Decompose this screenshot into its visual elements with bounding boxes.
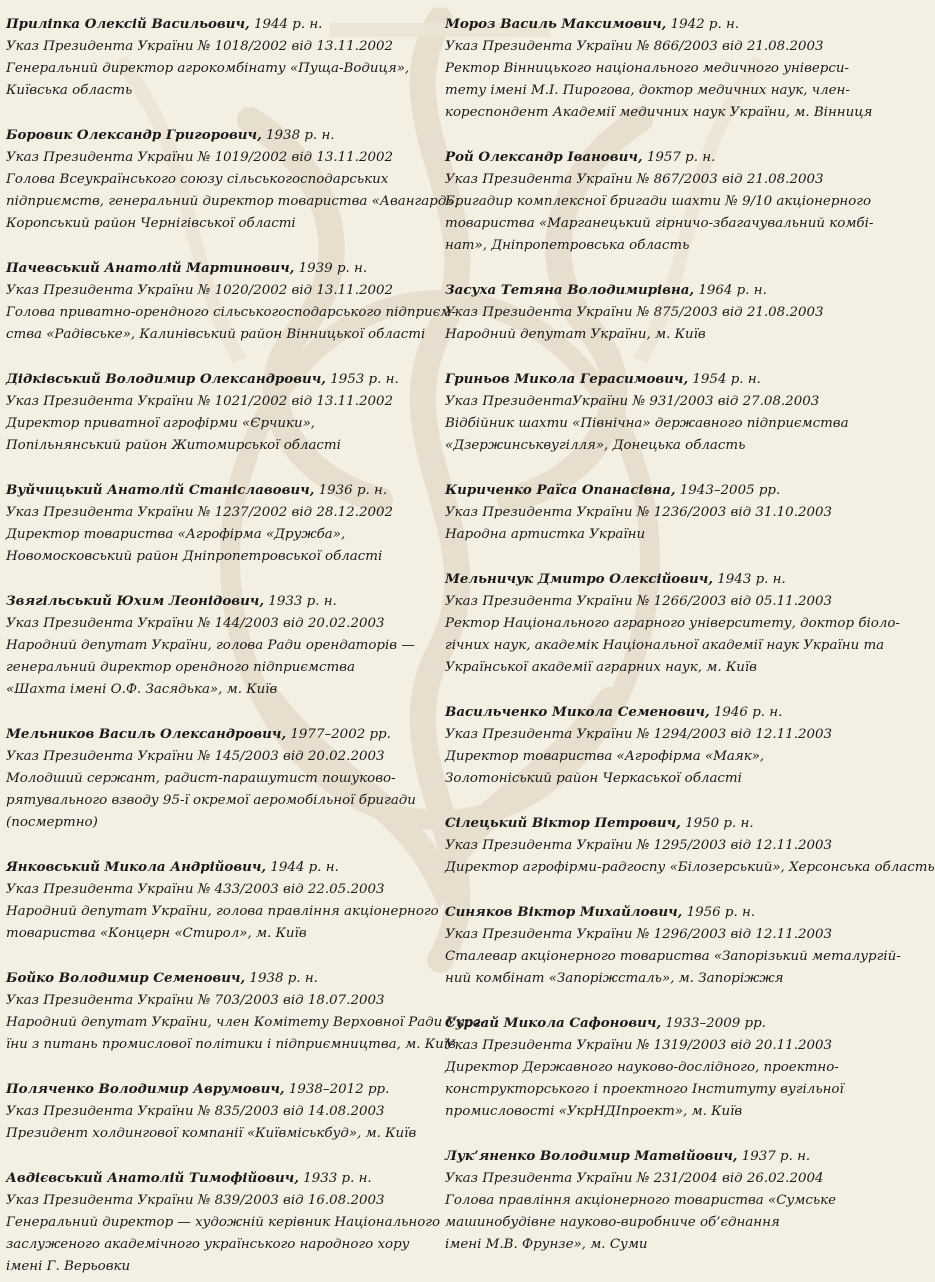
entry-heading bbox=[445, 812, 877, 835]
entry-description-line: Президент холдингової компанії «Київміськбуд», м. Київ bbox=[6, 1126, 417, 1141]
entry-description-line: Директор товариства «Агрофірма «Маяк», bbox=[445, 749, 765, 764]
entry-description-line: генеральний директор орендного підприємства bbox=[6, 660, 355, 675]
person-years: 1977–2002 рр. bbox=[286, 727, 391, 742]
entry-heading bbox=[445, 13, 877, 36]
person-name: Дідківський Володимир Олександрович, bbox=[6, 371, 326, 387]
award-entry bbox=[445, 901, 901, 990]
award-entry bbox=[6, 479, 426, 568]
entry-heading bbox=[445, 479, 877, 502]
entry-description-line: їни з питань промислової політики і підприємництва, м. Київ bbox=[6, 1037, 456, 1052]
entry-description-line: конструкторського і проектного Інституту вугільної bbox=[445, 1082, 844, 1097]
person-years: 1942 р. н. bbox=[666, 17, 740, 32]
entry-description-line: нат», Дніпропетровська область bbox=[445, 238, 690, 253]
award-entry bbox=[445, 1145, 877, 1256]
entry-description-line: Директор агрофірми-радгоспу «Білозерський», Херсонська область bbox=[445, 860, 935, 875]
entry-heading bbox=[6, 257, 426, 280]
entry-heading bbox=[6, 479, 426, 502]
entry-description-line: ний комбінат «Запоріжсталь», м. Запоріжжя bbox=[445, 971, 784, 986]
decree-reference: Указ ПрезидентаУкраїни № 931/2003 від 27.08.2003 bbox=[445, 394, 820, 409]
entry-heading bbox=[6, 1167, 426, 1190]
person-name: Звягільський Юхим Леонідович, bbox=[6, 593, 265, 609]
entry-description-line: заслуженого академічного українського народного хору bbox=[6, 1237, 410, 1252]
entry-description-line: промисловості «УкрНДІпроект», м. Київ bbox=[445, 1104, 743, 1119]
entry-heading bbox=[445, 568, 877, 591]
award-entry bbox=[6, 1078, 426, 1145]
entry-description-line: Генеральний директор — художній керівник Національного bbox=[6, 1215, 441, 1230]
person-name: Лук’яненко Володимир Матвійович, bbox=[445, 1148, 738, 1164]
person-name: Бойко Володимир Семенович, bbox=[6, 970, 246, 986]
entry-heading bbox=[6, 1078, 426, 1101]
person-name: Янковський Микола Андрійович, bbox=[6, 859, 267, 875]
entry-description-line: кореспондент Академії медичних наук України, м. Вінниця bbox=[445, 105, 873, 120]
award-entry bbox=[445, 13, 877, 124]
person-years: 1943–2005 рр. bbox=[675, 483, 781, 498]
decree-reference: Указ Президента України № 1294/2003 від 12.11.2003 bbox=[445, 727, 833, 742]
entry-description-line: Сталевар акціонерного товариства «Запорізький металургій- bbox=[445, 949, 901, 964]
award-entry bbox=[6, 590, 426, 701]
decree-reference: Указ Президента України № 1019/2002 від 13.11.2002 bbox=[6, 150, 394, 165]
person-years: 1933 р. н. bbox=[264, 594, 337, 609]
entry-description-line: Народна артистка України bbox=[445, 527, 646, 542]
entry-heading bbox=[445, 901, 877, 924]
entry-description-line: Київська область bbox=[6, 83, 133, 98]
decree-reference: Указ Президента України № 144/2003 від 20.02.2003 bbox=[6, 616, 385, 631]
person-years: 1933 р. н. bbox=[298, 1171, 372, 1186]
decree-reference: Указ Президента України № 875/2003 від 21.08.2003 bbox=[445, 305, 824, 320]
entry-description-line: Директор приватної агрофірми «Єрчики», bbox=[6, 416, 316, 431]
award-entry bbox=[445, 146, 877, 257]
award-entry bbox=[6, 13, 426, 102]
person-name: Мельничук Дмитро Олексійович, bbox=[445, 571, 713, 587]
entry-description-line: підприємств, генеральний директор товариства «Авангард», bbox=[6, 194, 459, 209]
entry-description-line: імені М.В. Фрунзе», м. Суми bbox=[445, 1237, 648, 1252]
award-entry bbox=[6, 723, 426, 834]
person-years: 1938 р. н. bbox=[261, 128, 335, 143]
person-years: 1944 р. н. bbox=[249, 17, 323, 32]
award-entry bbox=[445, 279, 877, 346]
entry-description-line: Народний депутат України, голова правління акціонерного bbox=[6, 904, 439, 919]
entry-description-line: «Дзержинськвугілля», Донецька область bbox=[445, 438, 746, 453]
entry-heading bbox=[6, 590, 426, 613]
person-years: 1950 р. н. bbox=[680, 816, 754, 831]
entry-description-line: імені Г. Верьовки bbox=[6, 1259, 131, 1274]
entry-heading bbox=[445, 368, 877, 391]
decree-reference: Указ Президента України № 1266/2003 від 05.11.2003 bbox=[445, 594, 833, 609]
left-column bbox=[6, 13, 486, 1278]
entry-heading bbox=[6, 967, 426, 990]
person-years: 1946 р. н. bbox=[709, 705, 783, 720]
person-years: 1944 р. н. bbox=[266, 860, 339, 875]
award-entry bbox=[6, 368, 426, 457]
person-name: Боровик Олександр Григорович, bbox=[6, 127, 262, 143]
entry-description-line: рятувального взводу 95-ї окремої аеромобільної бригади bbox=[6, 793, 416, 808]
entry-heading bbox=[445, 146, 877, 169]
entry-description-line: Відбійник шахти «Північна» державного підприємства bbox=[445, 416, 849, 431]
person-years: 1943 р. н. bbox=[713, 572, 786, 587]
award-entry bbox=[6, 257, 456, 346]
entry-description-line: Голова правління акціонерного товариства «Сумське bbox=[445, 1193, 837, 1208]
entry-description-line: Ректор Вінницького національного медичного універси- bbox=[445, 61, 850, 76]
decree-reference: Указ Президента України № 1237/2002 від 28.12.2002 bbox=[6, 505, 394, 520]
person-name: Вуйчицький Анатолій Станіславович, bbox=[6, 482, 315, 498]
entry-heading bbox=[445, 1012, 877, 1035]
entry-heading bbox=[445, 1145, 877, 1168]
award-entry bbox=[445, 368, 877, 457]
entry-description-line: тету імені М.І. Пирогова, доктор медичних наук, член- bbox=[445, 83, 850, 98]
award-entry bbox=[445, 568, 900, 679]
person-name: Сілецький Віктор Петрович, bbox=[445, 815, 681, 831]
entry-description-line: гічних наук, академік Національної академії наук України та bbox=[445, 638, 885, 653]
entry-description-line: Голова приватно-орендного сільськогосподарського підприєм- bbox=[6, 305, 456, 320]
entry-heading bbox=[6, 13, 426, 36]
entry-heading bbox=[6, 723, 426, 746]
decree-reference: Указ Президента України № 1020/2002 від 13.11.2002 bbox=[6, 283, 394, 298]
entry-heading bbox=[445, 701, 877, 724]
entry-description-line: товариства «Концерн «Стирол», м. Київ bbox=[6, 926, 307, 941]
award-entry bbox=[6, 1167, 441, 1278]
entry-description-line: машинобудівне науково-виробниче об’єднання bbox=[445, 1215, 780, 1230]
person-name: Мельников Василь Олександрович, bbox=[6, 726, 287, 742]
person-years: 1938–2012 рр. bbox=[284, 1082, 390, 1097]
decree-reference: Указ Президента України № 1018/2002 від 13.11.2002 bbox=[6, 39, 394, 54]
person-name: Мороз Василь Максимович, bbox=[445, 16, 667, 32]
entry-description-line: Попільнянський район Житомирської області bbox=[6, 438, 341, 453]
decree-reference: Указ Президента України № 433/2003 від 22.05.2003 bbox=[6, 882, 385, 897]
entry-heading bbox=[6, 368, 426, 391]
decree-reference: Указ Президента України № 1319/2003 від 20.11.2003 bbox=[445, 1038, 833, 1053]
award-entry bbox=[445, 479, 877, 546]
entry-description-line: Директор Державного науково-дослідного, проектно- bbox=[445, 1060, 839, 1075]
entry-description-line: товариства «Марганецький гірничо-збагачувальний комбі- bbox=[445, 216, 874, 231]
person-years: 1964 р. н. bbox=[694, 283, 767, 298]
person-name: Приліпка Олексій Васильович, bbox=[6, 16, 250, 32]
entry-description-line: ства «Радівське», Калинівський район Вінницької області bbox=[6, 327, 426, 342]
award-entry bbox=[6, 124, 459, 235]
decree-reference: Указ Президента України № 1295/2003 від 12.11.2003 bbox=[445, 838, 833, 853]
person-name: Сургай Микола Сафонович, bbox=[445, 1015, 662, 1031]
person-name: Авдієвський Анатолій Тимофійович, bbox=[6, 1170, 299, 1186]
person-name: Рой Олександр Іванович, bbox=[445, 149, 643, 165]
entry-description-line: (посмертно) bbox=[6, 815, 98, 830]
decree-reference: Указ Президента України № 867/2003 від 21.08.2003 bbox=[445, 172, 824, 187]
person-name: Синяков Віктор Михайлович, bbox=[445, 904, 683, 920]
award-entry bbox=[445, 701, 877, 790]
entry-description-line: Народний депутат України, голова Ради орендаторів — bbox=[6, 638, 415, 653]
entry-description-line: Народний депутат України, м. Київ bbox=[445, 327, 706, 342]
decree-reference: Указ Президента України № 703/2003 від 18.07.2003 bbox=[6, 993, 385, 1008]
person-name: Поляченко Володимир Аврумович, bbox=[6, 1081, 285, 1097]
entry-description-line: Золотоніський район Черкаської області bbox=[445, 771, 742, 786]
person-years: 1936 р. н. bbox=[314, 483, 388, 498]
person-name: Засуха Тетяна Володимирівна, bbox=[445, 282, 695, 298]
entry-description-line: «Шахта імені О.Ф. Засядька», м. Київ bbox=[6, 682, 278, 697]
person-name: Васильченко Микола Семенович, bbox=[445, 704, 710, 720]
award-entry bbox=[445, 812, 935, 879]
decree-reference: Указ Президента України № 1236/2003 від 31.10.2003 bbox=[445, 505, 833, 520]
entry-description-line: Коропський район Чернігівської області bbox=[6, 216, 296, 231]
person-years: 1933–2009 рр. bbox=[661, 1016, 766, 1031]
person-years: 1957 р. н. bbox=[642, 150, 716, 165]
award-entry bbox=[6, 856, 439, 945]
award-entry bbox=[6, 967, 486, 1056]
entry-description-line: Молодший сержант, радист-парашутист пошуково- bbox=[6, 771, 396, 786]
decree-reference: Указ Президента України № 835/2003 від 14.08.2003 bbox=[6, 1104, 385, 1119]
decree-reference: Указ Президента України № 145/2003 від 20.02.2003 bbox=[6, 749, 385, 764]
person-years: 1956 р. н. bbox=[682, 905, 756, 920]
right-column bbox=[445, 13, 935, 1256]
person-years: 1937 р. н. bbox=[737, 1149, 811, 1164]
decree-reference: Указ Президента України № 1296/2003 від 12.11.2003 bbox=[445, 927, 833, 942]
person-name: Кириченко Раїса Опанасівна, bbox=[445, 482, 676, 498]
person-name: Гриньов Микола Герасимович, bbox=[445, 371, 689, 387]
entry-description-line: Бригадир комплексної бригади шахти № 9/10 акціонерного bbox=[445, 194, 872, 209]
entry-description-line: Української академії аграрних наук, м. Київ bbox=[445, 660, 757, 675]
entry-heading bbox=[6, 856, 426, 879]
decree-reference: Указ Президента України № 231/2004 від 26.02.2004 bbox=[445, 1171, 824, 1186]
entry-description-line: Директор товариства «Агрофірма «Дружба», bbox=[6, 527, 346, 542]
person-name: Пачевський Анатолій Мартинович, bbox=[6, 260, 295, 276]
decree-reference: Указ Президента України № 839/2003 від 16.08.2003 bbox=[6, 1193, 385, 1208]
person-years: 1939 р. н. bbox=[294, 261, 368, 276]
entry-heading bbox=[6, 124, 426, 147]
decree-reference: Указ Президента України № 1021/2002 від 13.11.2002 bbox=[6, 394, 394, 409]
decree-reference: Указ Президента України № 866/2003 від 21.08.2003 bbox=[445, 39, 824, 54]
person-years: 1938 р. н. bbox=[245, 971, 318, 986]
entry-description-line: Народний депутат України, член Комітету Верховної Ради Укра- bbox=[6, 1015, 486, 1030]
entry-description-line: Голова Всеукраїнського союзу сільськогосподарських bbox=[6, 172, 389, 187]
entry-heading bbox=[445, 279, 877, 302]
person-years: 1954 р. н. bbox=[688, 372, 761, 387]
person-years: 1953 р. н. bbox=[325, 372, 399, 387]
entry-description-line: Ректор Національного аграрного університету, доктор біоло- bbox=[445, 616, 900, 631]
entry-description-line: Генеральний директор агрокомбінату «Пуща-Водиця», bbox=[6, 61, 410, 76]
award-entry bbox=[445, 1012, 877, 1123]
entry-description-line: Новомосковський район Дніпропетровської області bbox=[6, 549, 383, 564]
